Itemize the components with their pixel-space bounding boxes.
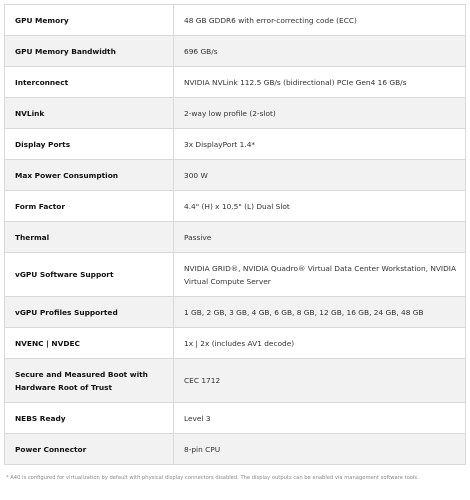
table-row <box>5 222 466 253</box>
footnote: * A40 is configured for virtualization by default with physical display connectors disabled. The display outputs can be enabled via management software tools. <box>6 475 419 481</box>
spec-value: 48 GB GDDR6 with error-correcting code (ECC) <box>174 5 466 36</box>
table-row <box>5 36 466 67</box>
table-row <box>5 191 466 222</box>
spec-value: 1 GB, 2 GB, 3 GB, 4 GB, 6 GB, 8 GB, 12 GB, 16 GB, 24 GB, 48 GB <box>174 297 466 328</box>
spec-label: Interconnect <box>5 67 174 98</box>
spec-label: GPU Memory Bandwidth <box>5 36 174 67</box>
spec-value: 2-way low profile (2-slot) <box>174 98 466 129</box>
spec-label: vGPU Profiles Supported <box>5 297 174 328</box>
spec-table <box>4 4 466 465</box>
spec-value: 8-pin CPU <box>174 434 466 465</box>
spec-value: NVIDIA NVLink 112.5 GB/s (bidirectional) PCIe Gen4 16 GB/s <box>174 67 466 98</box>
spec-label: Display Ports <box>5 129 174 160</box>
table-row <box>5 359 466 403</box>
spec-label: Secure and Measured Boot with Hardware Root of Trust <box>5 359 174 403</box>
table-row <box>5 328 466 359</box>
spec-label: Form Factor <box>5 191 174 222</box>
spec-value: 1x | 2x (includes AV1 decode) <box>174 328 466 359</box>
table-row <box>5 98 466 129</box>
spec-value: NVIDIA GRID®, NVIDIA Quadro® Virtual Data Center Workstation, NVIDIA Virtual Compute Server <box>174 253 466 297</box>
spec-value: 300 W <box>174 160 466 191</box>
table-row <box>5 67 466 98</box>
table-row <box>5 160 466 191</box>
spec-table-container <box>4 4 466 465</box>
table-row <box>5 253 466 297</box>
table-row <box>5 297 466 328</box>
table-row <box>5 129 466 160</box>
spec-label: NVENC | NVDEC <box>5 328 174 359</box>
table-row <box>5 5 466 36</box>
spec-label: NVLink <box>5 98 174 129</box>
spec-label: Power Connector <box>5 434 174 465</box>
spec-label: NEBS Ready <box>5 403 174 434</box>
table-row <box>5 434 466 465</box>
table-row <box>5 403 466 434</box>
spec-value: 4.4" (H) x 10.5" (L) Dual Slot <box>174 191 466 222</box>
spec-value: 3x DisplayPort 1.4* <box>174 129 466 160</box>
spec-label: Max Power Consumption <box>5 160 174 191</box>
spec-value: Level 3 <box>174 403 466 434</box>
spec-label: Thermal <box>5 222 174 253</box>
spec-label: GPU Memory <box>5 5 174 36</box>
spec-value: CEC 1712 <box>174 359 466 403</box>
spec-label: vGPU Software Support <box>5 253 174 297</box>
spec-value: Passive <box>174 222 466 253</box>
spec-value: 696 GB/s <box>174 36 466 67</box>
